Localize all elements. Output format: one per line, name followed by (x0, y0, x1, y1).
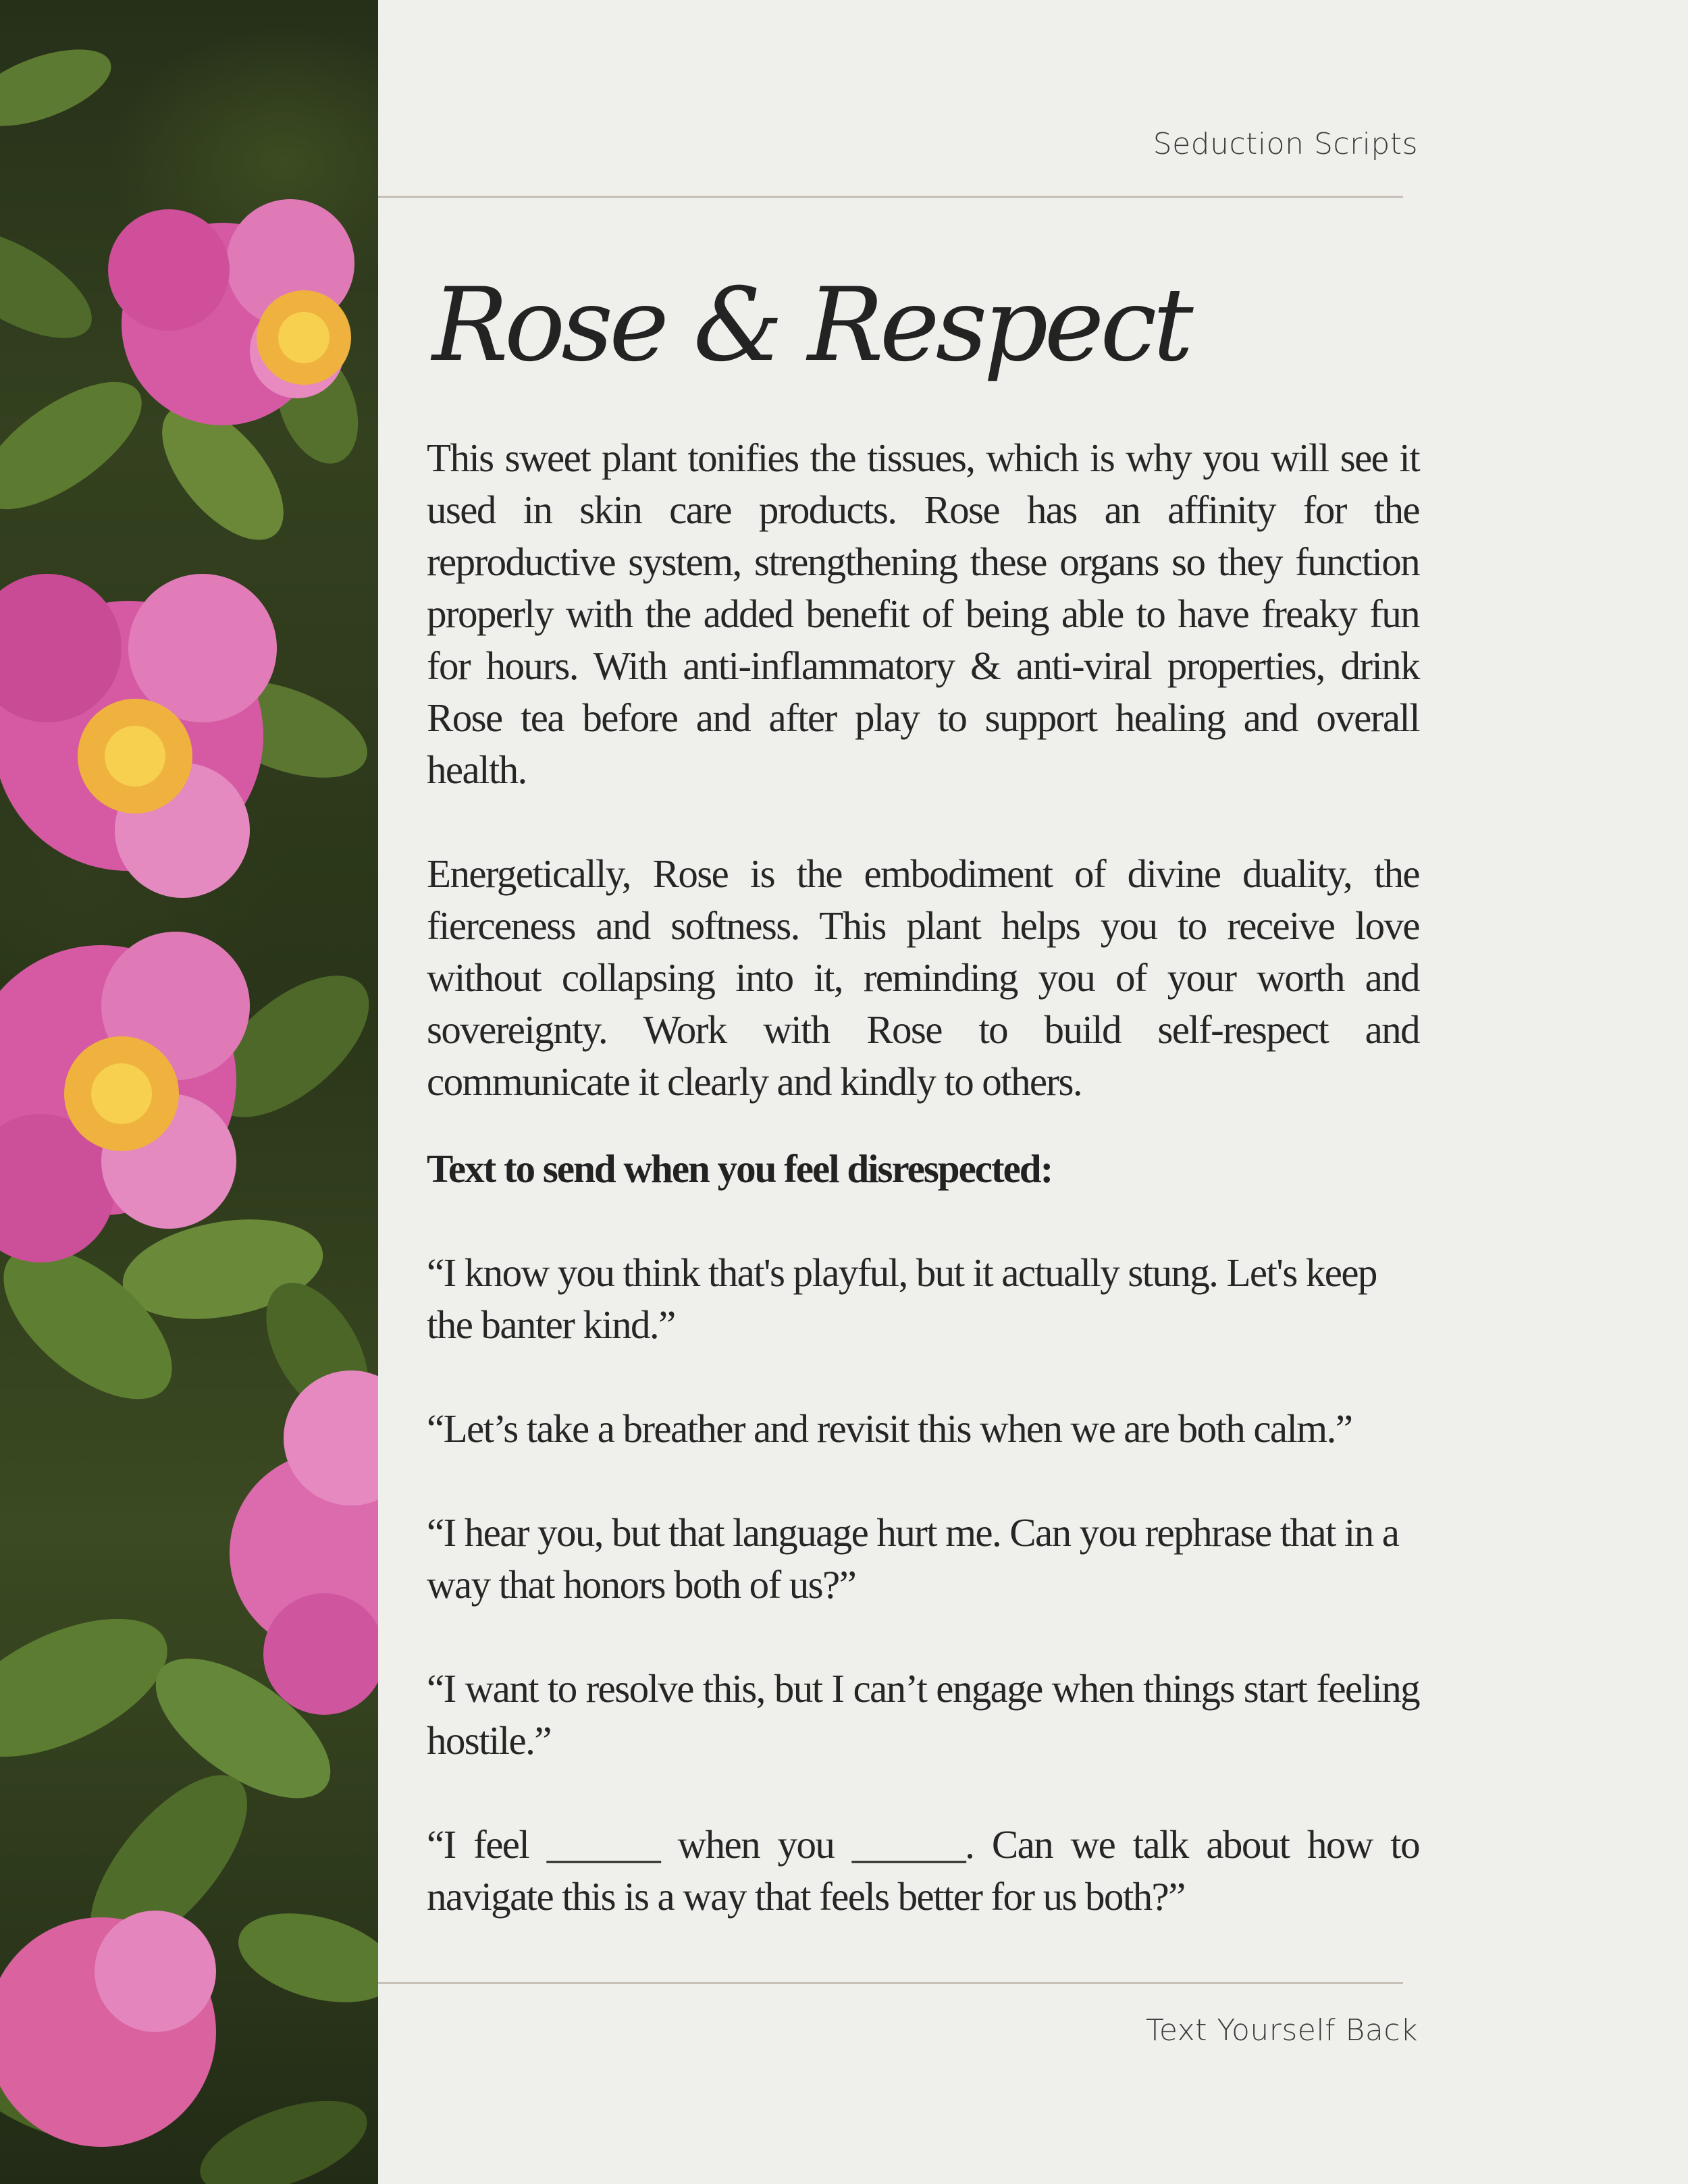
subheading: Text to send when you feel disrespected: (427, 1146, 1053, 1191)
article-body (427, 432, 1419, 1923)
wild-rose-photo (0, 0, 378, 2184)
rose-blossom-4 (230, 1370, 378, 1715)
paragraph-energetics: Energetically, Rose is the embodiment of divine duality, the fierceness and softness. This plant helps you to receive love without collapsing into it, reminding you of your worth and sovereignty. Work with Rose to build self-respect and communicate it clearly and kindly to others. (427, 851, 1419, 1104)
wild-rose-photo-icon (0, 0, 378, 2184)
paragraph-benefits: This sweet plant tonifies the tissues, which is why you will see it used in skin care products. Rose has an affinity for the reproductive system, strengthening these organs so they function properly with the added benefit of being able to have freaky fun for hours. With anti-inflammatory & anti-viral properties, drink Rose tea before and after play to support healing and overall health. (427, 435, 1419, 792)
rose-blossom-5 (0, 1911, 216, 2147)
rose-blossom-2 (0, 574, 277, 898)
rose-blossom-3 (0, 932, 250, 1262)
quote-item: “Let’s take a breather and revisit this when we are both calm.” (427, 1406, 1352, 1451)
quote-item: “I feel ______ when you ______. Can we talk about how to navigate this is a way that feels better for us both?” (427, 1822, 1419, 1919)
footer-label: Text Yourself Back (1145, 2013, 1418, 2048)
header-label: Seduction Scripts (1153, 127, 1418, 161)
footer-divider (378, 1982, 1403, 1984)
quote-item: “I know you think that's playful, but it actually stung. Let's keep the banter kind.” (427, 1250, 1377, 1347)
quote-item: “I hear you, but that language hurt me. Can you rephrase that in a way that honors both of us?” (427, 1510, 1399, 1607)
rose-blossom-1 (108, 199, 354, 425)
quote-item: “I want to resolve this, but I can’t engage when things start feeling hostile.” (427, 1666, 1419, 1763)
header-divider (378, 196, 1403, 198)
page-title: Rose & Respect (432, 267, 1190, 384)
